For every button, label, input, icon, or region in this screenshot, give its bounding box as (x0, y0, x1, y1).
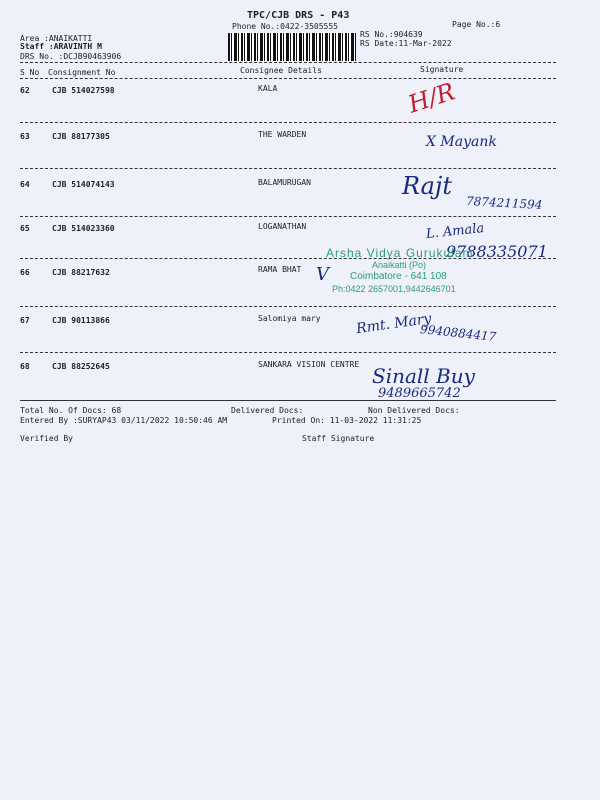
divider (20, 62, 556, 63)
drs-title: TPC/CJB DRS - P43 (247, 10, 350, 21)
barcode (228, 33, 356, 61)
signature-phone: 9489665742 (378, 386, 461, 401)
staff-signature: Staff Signature (302, 434, 375, 443)
total-docs: Total No. Of Docs: 68 (20, 406, 122, 415)
signature: L. Amala (425, 220, 485, 243)
row-sno: 65 (20, 224, 30, 233)
row-consignment: CJB 88177305 (52, 132, 110, 141)
page-number: Page No.:6 (452, 20, 501, 29)
divider (20, 306, 556, 307)
area-label: Area :ANAIKATTI (20, 34, 93, 43)
row-consignee: SANKARA VISION CENTRE (258, 360, 360, 369)
phone-number: Phone No.:0422-3505555 (232, 22, 338, 31)
divider (20, 78, 556, 79)
signature-phone: 9940884417 (419, 322, 497, 344)
row-consignee: LOGANATHAN (258, 222, 307, 231)
divider (20, 168, 556, 169)
row-sno: 62 (20, 86, 30, 95)
stamp-name: Arsha Vidya Gurukulam (326, 246, 474, 260)
printed-on: Printed On: 11-03-2022 11:31:25 (272, 416, 422, 425)
non-delivered-docs: Non Delivered Docs: (368, 406, 460, 415)
row-consignee: RAMA BHAT (258, 265, 302, 274)
divider (20, 258, 556, 259)
row-consignee: Salomiya mary (258, 314, 321, 323)
rs-number: RS No.:904639 (360, 30, 423, 39)
row-consignee: BALAMURUGAN (258, 178, 311, 187)
signature: V (316, 264, 329, 285)
row-consignee: KALA (258, 84, 278, 93)
entered-by: Entered By :SURYAP43 03/11/2022 10:50:46 AM (20, 416, 228, 425)
row-consignment: CJB 88252645 (52, 362, 110, 371)
row-sno: 64 (20, 180, 30, 189)
row-sno: 63 (20, 132, 30, 141)
row-sno: 66 (20, 268, 30, 277)
row-consignment: CJB 514023360 (52, 224, 115, 233)
delivered-docs: Delivered Docs: (231, 406, 304, 415)
row-sno: 68 (20, 362, 30, 371)
signature: H/R (404, 77, 459, 119)
row-consignee: THE WARDEN (258, 130, 307, 139)
staff-label: Staff :ARAVINTH M (20, 42, 102, 51)
row-consignment: CJB 514027598 (52, 86, 115, 95)
signature-phone: 9788335071 (446, 242, 548, 261)
row-sno: 67 (20, 316, 30, 325)
divider (20, 216, 556, 217)
row-consignment: CJB 88217632 (52, 268, 110, 277)
col-consignee: Consignee Details (240, 66, 322, 75)
table-bottom-rule (20, 400, 556, 401)
stamp-phone: Ph:0422 2657001,9442646701 (332, 284, 456, 294)
stamp-address: Anaikatti (Po) (372, 260, 427, 270)
col-consignment: Consignment No (48, 68, 116, 77)
col-signature: Signature (420, 65, 464, 74)
row-consignment: CJB 90113866 (52, 316, 110, 325)
divider (20, 122, 556, 123)
signature: X Mayank (426, 134, 497, 150)
col-sno: S No (20, 68, 40, 77)
rs-date: RS Date:11-Mar-2022 (360, 39, 452, 48)
stamp-city: Coimbatore - 641 108 (350, 271, 447, 282)
signature-phone: 7874211594 (465, 194, 543, 212)
signature-scribble: Rmt. Mary (355, 310, 433, 338)
drs-number: DRS No. :DCJB90463906 (20, 52, 122, 61)
row-consignment: CJB 514074143 (52, 180, 115, 189)
verified-by: Verified By (20, 434, 73, 443)
divider (20, 352, 556, 353)
signature-scribble: Rajt (402, 172, 453, 200)
signature: Sinall Buy (372, 364, 475, 388)
